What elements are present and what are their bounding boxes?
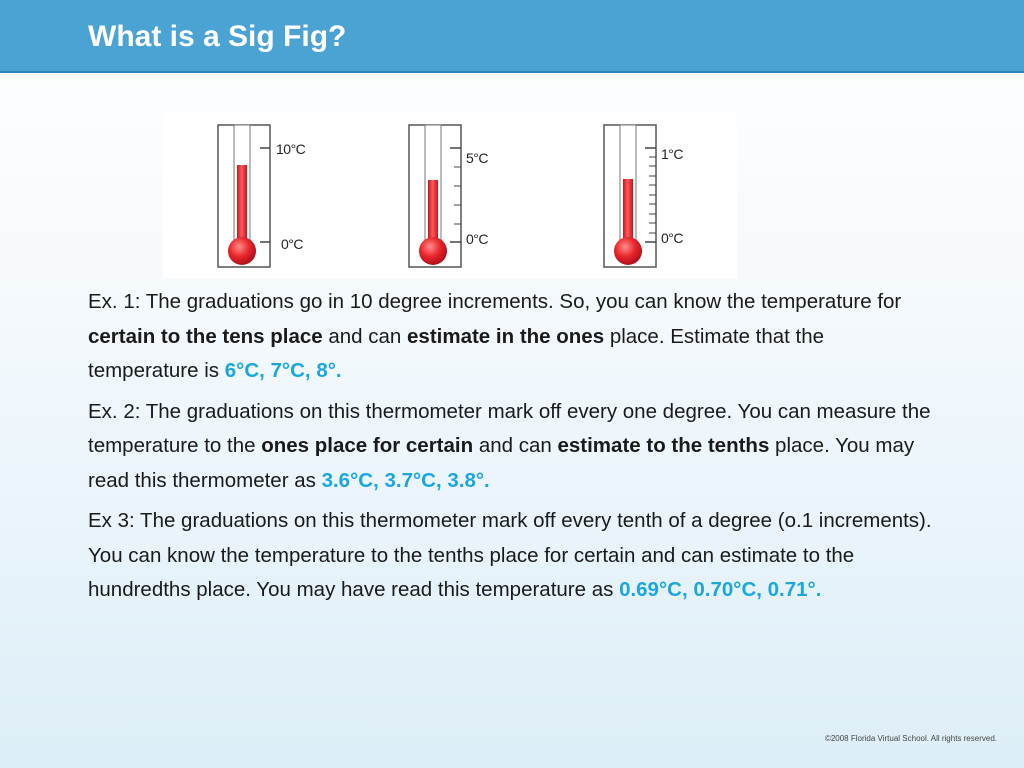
ex1-bold-1: certain to the tens place — [88, 324, 323, 348]
slide-body — [88, 285, 938, 614]
example-1-paragraph — [88, 285, 938, 389]
ex1-highlight: 6°C, 7°C, 8°. — [224, 359, 342, 382]
thermometer-1 — [218, 125, 270, 267]
title-bar — [0, 0, 1024, 73]
thermometer-1-top-label: 10°C — [276, 141, 306, 157]
thermometer-2-bottom-label: 0°C — [466, 231, 488, 247]
ex2-text-3: place. You may read this thermometer as — [88, 434, 915, 492]
ex1-text-3: place. Estimate that the temperature is — [88, 324, 825, 382]
ex2-bold-1: ones place for certain — [261, 434, 474, 457]
thermometer-3 — [604, 125, 656, 267]
ex3-highlight: 0.69°C, 0.70°C, 0.71°. — [619, 578, 822, 601]
ex2-bold-2: estimate to the tenths — [557, 434, 770, 457]
ex2-highlight: 3.6°C, 3.7°C, 3.8°. — [321, 468, 490, 492]
ex2-text-2: and can — [473, 434, 558, 457]
slide-title: What is a Sig Fig? — [88, 20, 347, 53]
ex1-text-2: and can — [322, 324, 408, 348]
thermometer-2-top-label: 5°C — [466, 150, 488, 166]
thermometer-3-bottom-label: 0°C — [661, 230, 683, 246]
ex3-text-1: Ex 3: The graduations on this thermometer mark off every tenth of a degree (o.1 increments). You can know the temperature to the tenths place for certain and can estimate to the hundredths place. You may have read this temperature as — [88, 509, 932, 601]
ex1-text-1: Ex. 1: The graduations go in 10 degree increments. So, you can know the temperature for — [88, 290, 902, 313]
thermometer-3-top-label: 1°C — [661, 146, 683, 162]
thermometer-figure — [163, 112, 737, 278]
example-3-paragraph — [88, 504, 938, 608]
ex2-text-1: Ex. 2: The graduations on this thermometer mark off every one degree. You can measure the temperature to the — [88, 399, 931, 457]
example-2-paragraph — [88, 395, 938, 499]
thermometer-2 — [409, 125, 461, 267]
thermometer-illustration — [163, 112, 737, 278]
ex1-bold-2: estimate in the ones — [407, 324, 605, 348]
thermometer-1-bottom-label: 0°C — [281, 236, 303, 252]
copyright-notice: ©2008 Florida Virtual School. All rights reserved. — [824, 734, 997, 743]
